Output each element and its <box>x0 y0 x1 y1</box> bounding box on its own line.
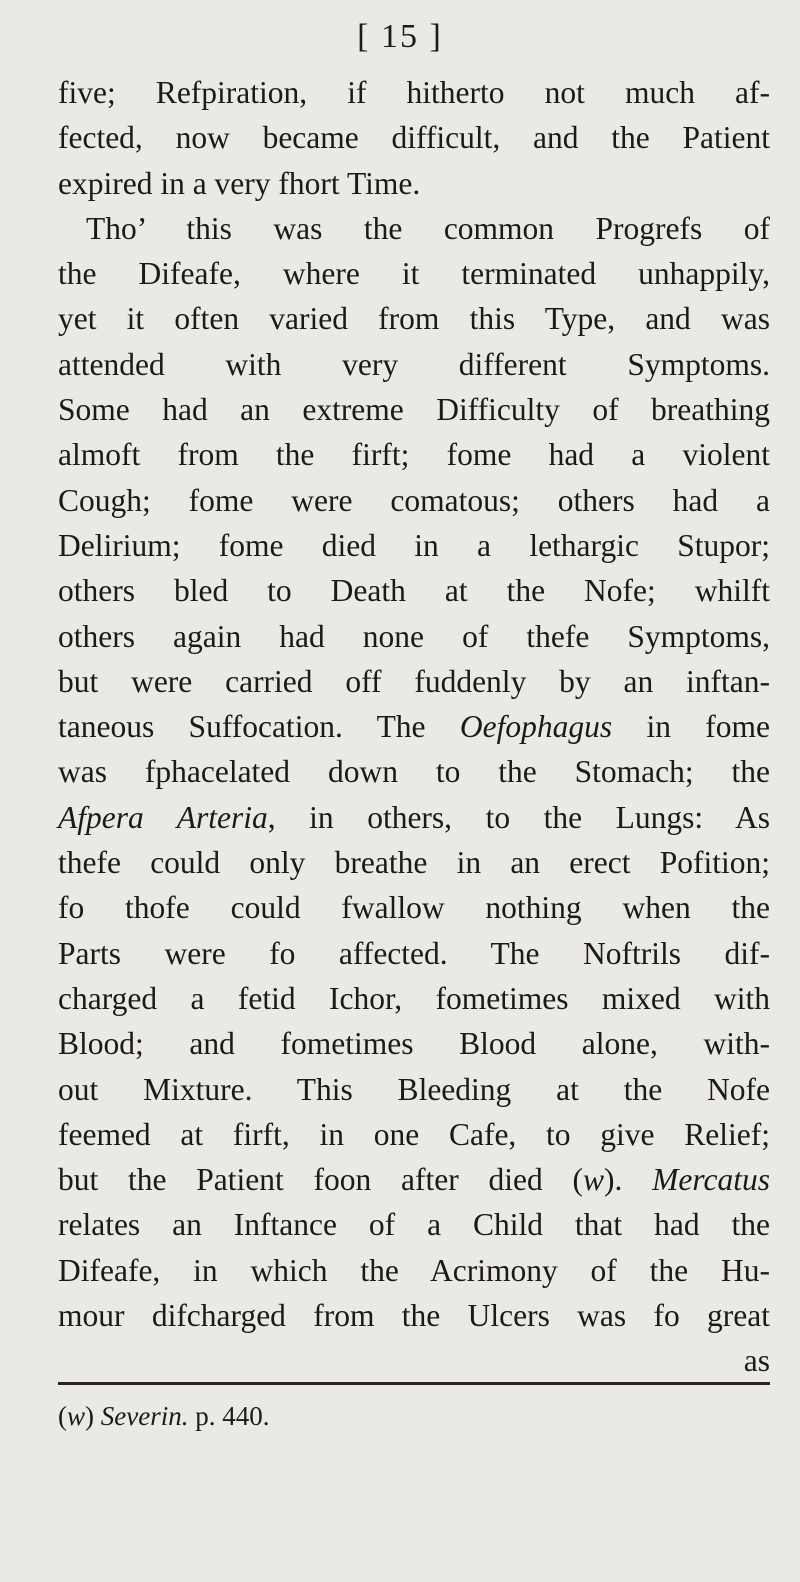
text-line: mour difcharged from the Ulcers was fo great <box>58 1298 770 1334</box>
text-line: thefe could only breathe in an erect Pofition; <box>58 845 770 881</box>
text-line: but the Patient foon after died (w). Mercatus <box>58 1162 770 1198</box>
text-line: Some had an extreme Difficulty of breathing <box>58 392 770 428</box>
text-line: five; Refpiration, if hitherto not much af- <box>58 75 770 110</box>
text-line: attended with very different Symptoms. <box>58 346 770 382</box>
catchword: as <box>743 1343 770 1379</box>
text-line: fo thofe could fwallow nothing when the <box>58 890 770 926</box>
text-line: Cough; fome were comatous; others had a <box>58 482 770 518</box>
footnote-author: Severin. <box>100 1401 189 1431</box>
text-line: others bled to Death at the Nofe; whilft <box>58 573 770 609</box>
text-line: was fphacelated down to the Stomach; the <box>58 754 770 790</box>
text-line: relates an Inftance of a Child that had the <box>58 1207 770 1243</box>
text-line: the Difeafe, where it terminated unhappily, <box>58 256 770 292</box>
text-line: Parts were fo affected. The Noftrils dif- <box>58 935 770 971</box>
footnote-divider <box>58 1382 770 1385</box>
footnote: (w) Severin. p. 440. <box>58 1401 270 1431</box>
text-line: charged a fetid Ichor, fometimes mixed with <box>58 980 770 1016</box>
text-line: expired in a very fhort Time. <box>58 165 421 201</box>
text-line: fected, now became difficult, and the Patient <box>58 120 770 156</box>
text-line: Afpera Arteria, in others, to the Lungs: As <box>58 799 770 835</box>
text-line: Difeafe, in which the Acrimony of the Hu- <box>58 1252 770 1288</box>
italic-term: Afpera Arteria <box>58 799 268 835</box>
text-line: Blood; and fometimes Blood alone, with- <box>58 1026 770 1062</box>
text-line: feemed at firft, in one Cafe, to give Relief; <box>58 1116 770 1152</box>
text-line: Delirium; fome died in a lethargic Stupor; <box>58 527 770 563</box>
footnote-mark: w <box>67 1401 86 1431</box>
italic-term: Mercatus <box>652 1162 770 1198</box>
text-line: out Mixture. This Bleeding at the Nofe <box>58 1071 770 1107</box>
text-line: almoft from the firft; fome had a violent <box>58 437 770 473</box>
text-line: Tho’ this was the common Progrefs of <box>86 210 770 246</box>
text-line: others again had none of thefe Symptoms, <box>58 618 770 654</box>
footnote-reference: p. 440. <box>188 1401 270 1431</box>
page-number: [ 15 ] <box>357 18 443 55</box>
text-line: taneous Suffocation. The Oefophagus in fome <box>58 709 770 745</box>
text-line: but were carried off fuddenly by an inftan- <box>58 663 770 699</box>
italic-term: Oefophagus <box>459 709 613 745</box>
text-line: yet it often varied from this Type, and was <box>58 301 770 337</box>
body-text <box>58 70 770 1384</box>
footnote-mark: w <box>583 1162 605 1198</box>
